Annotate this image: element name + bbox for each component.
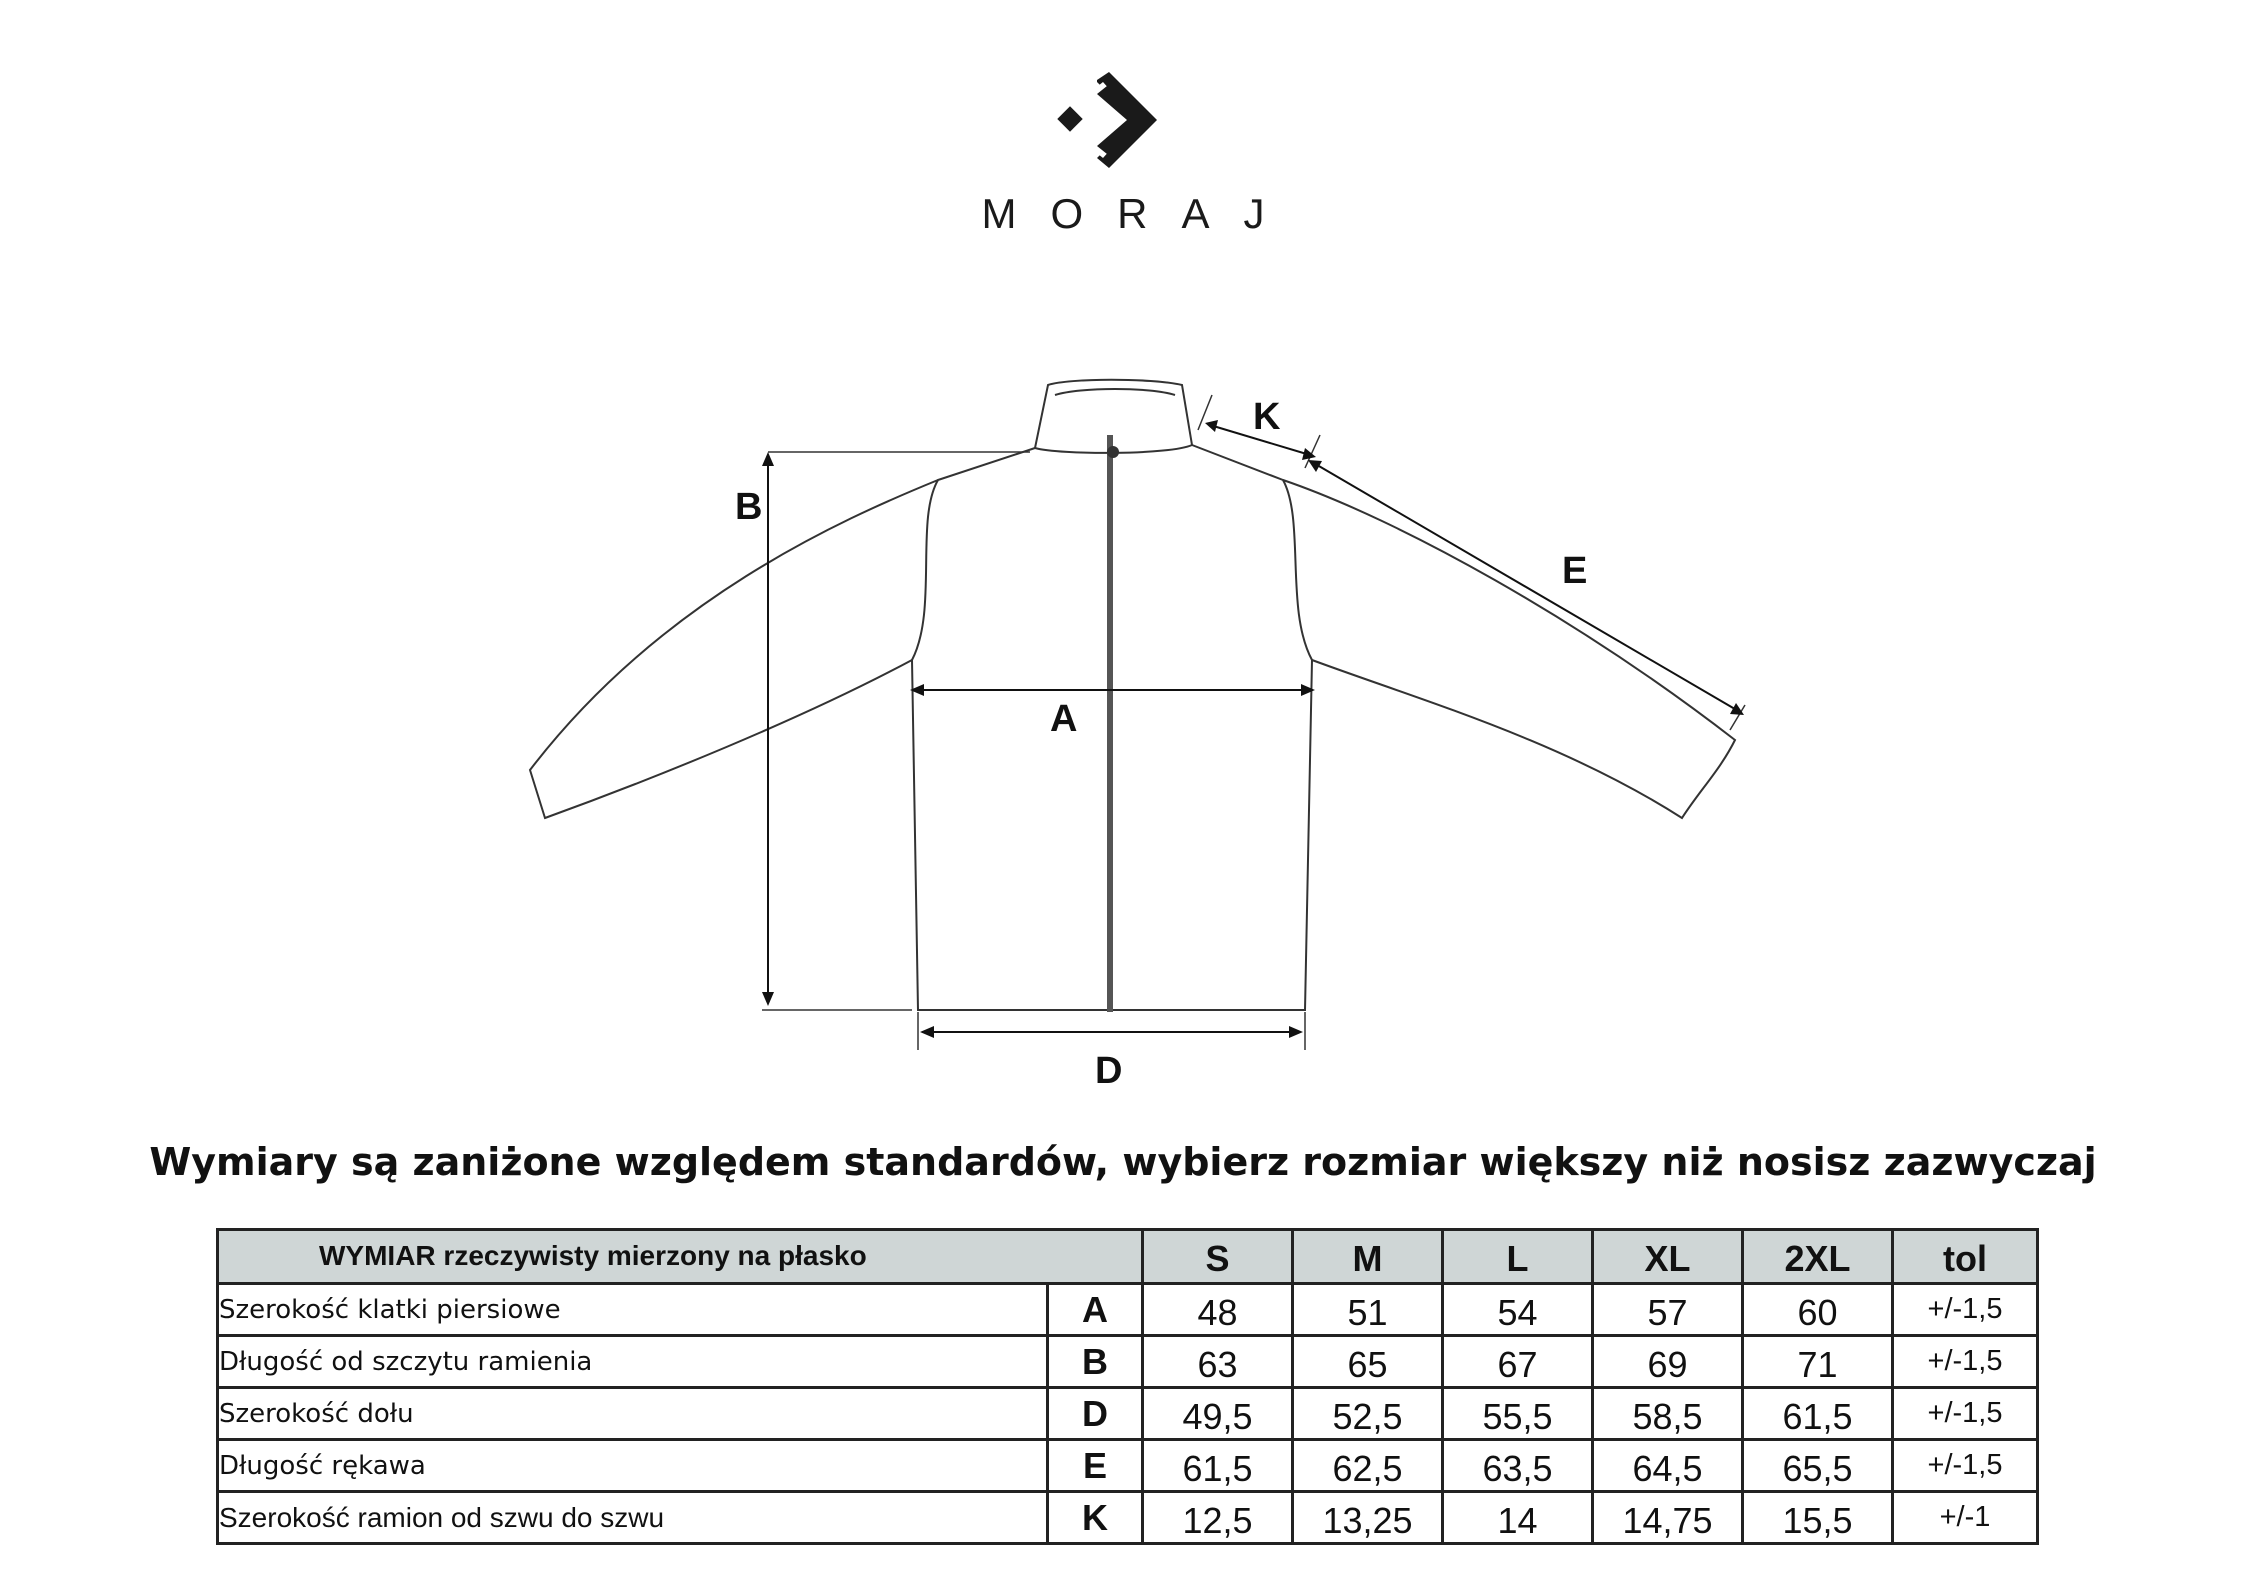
header-size-s: S [1143,1230,1293,1284]
size-notice: Wymiary są zaniżone względem standardów, wybierz rozmiar większy niż nosisz zazwyczaj [149,1140,2097,1184]
row-label: Szerokość klatki piersiowe [218,1284,1048,1336]
value-tol: +/-1,5 [1893,1284,2038,1336]
value-m: 52,5 [1293,1388,1443,1440]
value-m: 65 [1293,1336,1443,1388]
header-size-l: L [1443,1230,1593,1284]
table-header-row [218,1230,2038,1284]
value-2xl: 71 [1743,1336,1893,1388]
header-title: WYMIAR rzeczywisty mierzony na płasko [218,1230,1143,1284]
value-tol: +/-1,5 [1893,1336,2038,1388]
dimension-label-k: K [1253,396,1281,438]
header-tol: tol [1893,1230,2038,1284]
dimension-label-d: D [1095,1050,1123,1092]
dimension-label-b: B [735,486,763,528]
row-label: Długość rękawa [218,1440,1048,1492]
row-code: D [1048,1388,1143,1440]
value-l: 14 [1443,1492,1593,1544]
row-code: A [1048,1284,1143,1336]
value-2xl: 15,5 [1743,1492,1893,1544]
value-l: 54 [1443,1284,1593,1336]
table-row [218,1284,2038,1336]
value-s: 12,5 [1143,1492,1293,1544]
dimension-label-a: A [1050,698,1078,740]
row-code: B [1048,1336,1143,1388]
value-m: 13,25 [1293,1492,1443,1544]
table-row [218,1388,2038,1440]
value-xl: 57 [1593,1284,1743,1336]
value-m: 62,5 [1293,1440,1443,1492]
table-row [218,1492,2038,1544]
value-tol: +/-1,5 [1893,1440,2038,1492]
row-label: Szerokość dołu [218,1388,1048,1440]
row-label: Szerokość ramion od szwu do szwu [218,1492,1048,1544]
row-label: Długość od szczytu ramienia [218,1336,1048,1388]
brand-name: MORAJ [981,190,1299,237]
row-code: E [1048,1440,1143,1492]
value-m: 51 [1293,1284,1443,1336]
value-xl: 14,75 [1593,1492,1743,1544]
table-row [218,1336,2038,1388]
value-tol: +/-1 [1893,1492,2038,1544]
header-size-m: M [1293,1230,1443,1284]
value-xl: 58,5 [1593,1388,1743,1440]
value-s: 49,5 [1143,1388,1293,1440]
row-code: K [1048,1492,1143,1544]
value-2xl: 61,5 [1743,1388,1893,1440]
value-s: 61,5 [1143,1440,1293,1492]
value-s: 63 [1143,1336,1293,1388]
value-xl: 64,5 [1593,1440,1743,1492]
value-tol: +/-1,5 [1893,1388,2038,1440]
value-s: 48 [1143,1284,1293,1336]
value-l: 55,5 [1443,1388,1593,1440]
table-row [218,1440,2038,1492]
value-2xl: 65,5 [1743,1440,1893,1492]
dimension-label-e: E [1562,550,1588,592]
value-l: 63,5 [1443,1440,1593,1492]
value-l: 67 [1443,1336,1593,1388]
value-xl: 69 [1593,1336,1743,1388]
value-2xl: 60 [1743,1284,1893,1336]
header-size-2xl: 2XL [1743,1230,1893,1284]
size-table [216,1228,2039,1545]
header-size-xl: XL [1593,1230,1743,1284]
